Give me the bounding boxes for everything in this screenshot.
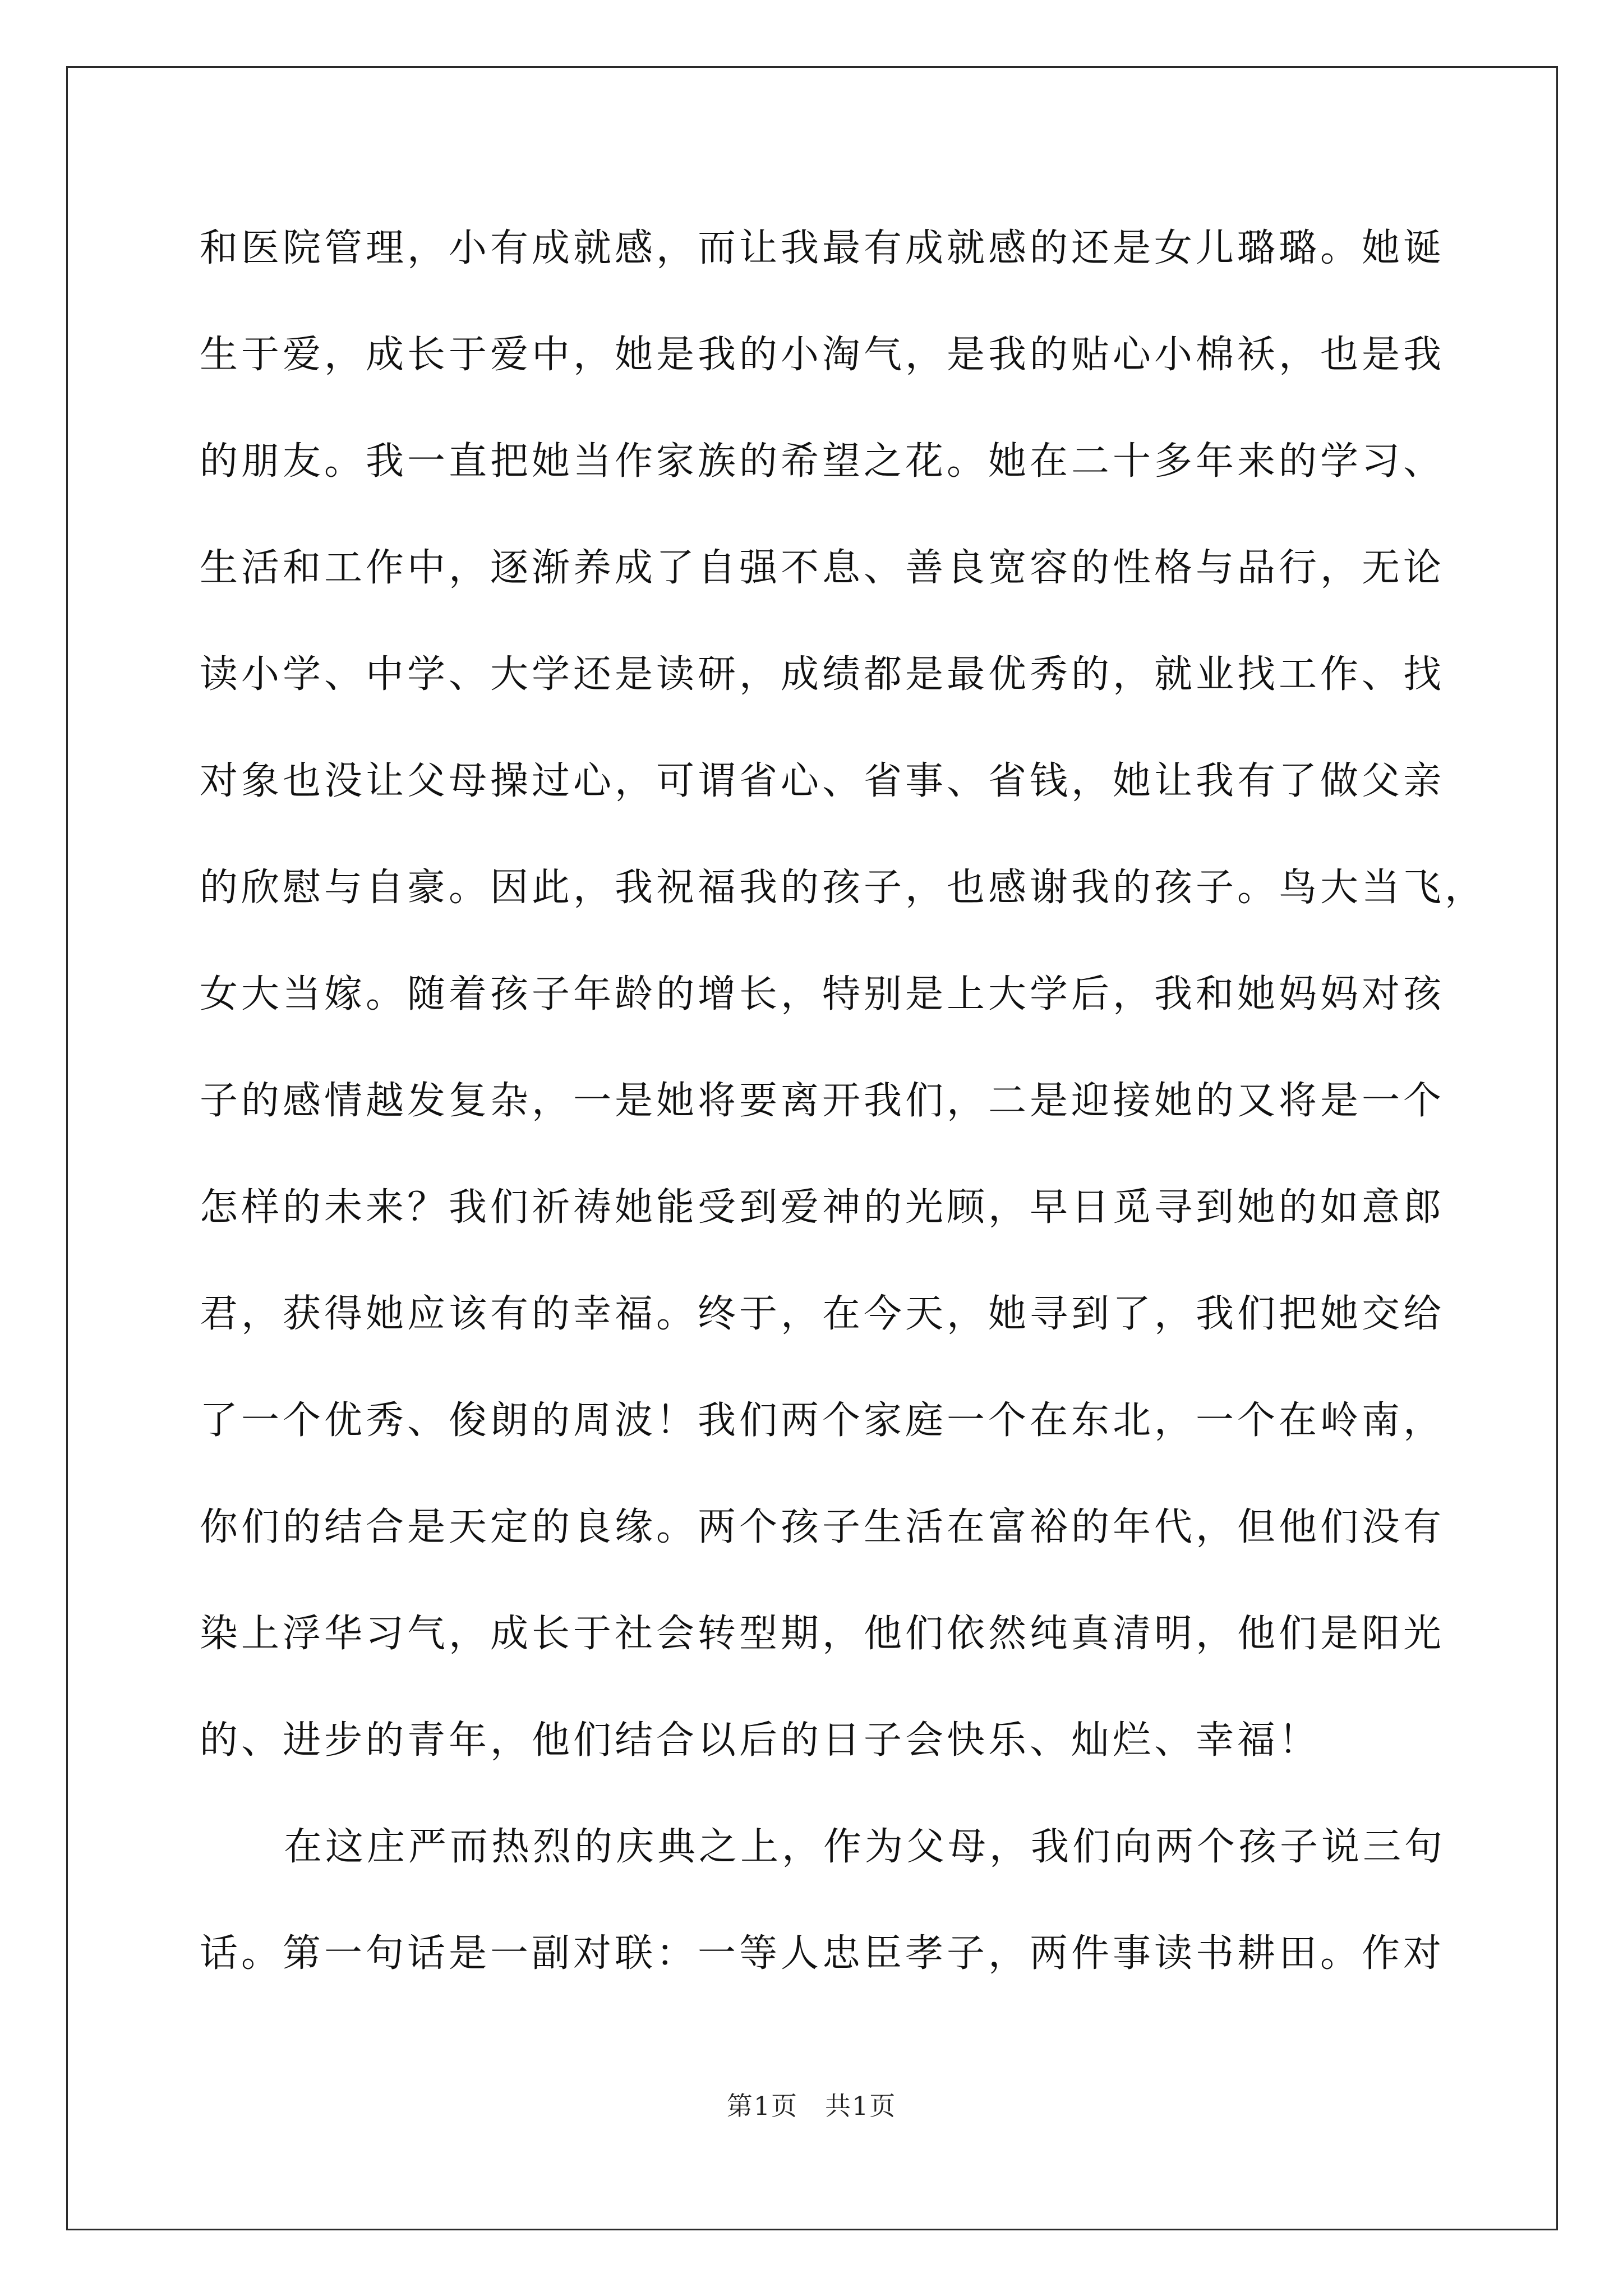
text-line: 你们的结合是天定的良缘。两个孩子生活在富裕的年代，但他们没有: [200, 1505, 1445, 1549]
text-line: 君，获得她应该有的幸福。终于，在今天，她寻到了，我们把她交给: [200, 1292, 1445, 1336]
text-line: 话。第一句话是一副对联：一等人忠臣孝子，两件事读书耕田。作对: [200, 1931, 1445, 1976]
text-line: 的欣慰与自豪。因此，我祝福我的孩子，也感谢我的孩子。鸟大当飞，: [200, 866, 1487, 910]
text-line: 的、进步的青年，他们结合以后的日子会快乐、灿烂、幸福！: [200, 1718, 1321, 1763]
document-body: [200, 195, 1487, 2007]
text-line: 怎样的未来？我们祈祷她能受到爱神的光顾，早日觅寻到她的如意郎: [200, 1185, 1445, 1230]
text-line: 了一个优秀、俊朗的周波！我们两个家庭一个在东北，一个在岭南，: [200, 1398, 1445, 1443]
page-footer: 第1页 共1页: [726, 2091, 897, 2121]
paragraph-start-line: 在这庄严而热烈的庆典之上，作为父母，我们向两个孩子说三句: [284, 1825, 1446, 1869]
text-line: 女大当嫁。随着孩子年龄的增长，特别是上大学后，我和她妈妈对孩: [200, 972, 1445, 1016]
text-line: 染上浮华习气，成长于社会转型期，他们依然纯真清明，他们是阳光: [200, 1612, 1445, 1656]
text-line: 读小学、中学、大学还是读研，成绩都是最优秀的，就业找工作、找: [200, 652, 1445, 697]
text-line: 的朋友。我一直把她当作家族的希望之花。她在二十多年来的学习、: [200, 439, 1445, 484]
text-line: 和医院管理，小有成就感，而让我最有成就感的还是女儿璐璐。她诞: [200, 226, 1445, 270]
text-line: 对象也没让父母操过心，可谓省心、省事、省钱，她让我有了做父亲: [200, 759, 1445, 803]
text-line: 子的感情越发复杂，一是她将要离开我们，二是迎接她的又将是一个: [200, 1079, 1445, 1123]
text-line: 生活和工作中，逐渐养成了自强不息、善良宽容的性格与品行，无论: [200, 546, 1445, 590]
text-line: 生于爱，成长于爱中，她是我的小淘气，是我的贴心小棉袄，也是我: [200, 333, 1445, 377]
